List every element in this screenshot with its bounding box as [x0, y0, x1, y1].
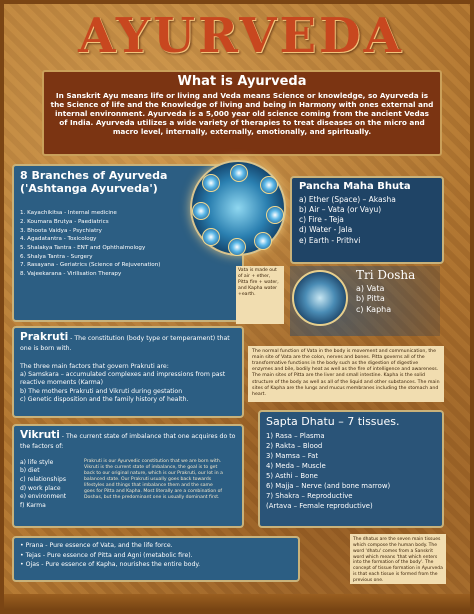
- dosha-item: b) Pitta: [356, 294, 385, 304]
- dhatu-item: 1) Rasa – Plasma: [266, 432, 325, 440]
- pancha-list: [299, 195, 435, 246]
- sapta-dhatu-box: [258, 410, 444, 528]
- prakruti-item: c) Genetic disposition and the family history of health.: [20, 396, 189, 404]
- prakruti-name: Prakruti: [20, 331, 69, 343]
- essence-item: • Ojas - Pure essence of Kapha, nourishes the entire body.: [20, 561, 201, 569]
- vikruti-item: d) work place: [20, 484, 61, 492]
- dosha-item: c) Kapha: [356, 304, 392, 314]
- dhatu-item: 6) Majja – Nerve (and bone marrow): [266, 482, 391, 490]
- prakruti-intro: The three main factors that govern Prakruti are:: [20, 362, 169, 370]
- prakruti-body: [20, 363, 236, 405]
- pancha-item: a) Ether (Space) – Akasha: [299, 195, 396, 204]
- dhatu-item: 7) Shakra – Reproductive: [266, 492, 353, 500]
- dhatu-item: 2) Rakta – Blood: [266, 442, 323, 450]
- prakruti-item: a) Samskara – accumulated complexes and impressions from past reactive moments (Karma): [20, 371, 226, 387]
- vikruti-definition: - The current state of imbalance that one acquires do to the factors of:: [20, 433, 236, 450]
- element-orb-icon: [202, 174, 220, 192]
- dosha-item: a) Vata: [356, 284, 385, 293]
- what-heading: What is Ayurveda: [177, 74, 307, 89]
- branch-item: 6. Shalya Tantra - Surgery: [20, 253, 93, 260]
- sapta-heading: Sapta Dhatu – 7 tissues.: [266, 415, 400, 428]
- pancha-item: e) Earth - Prithvi: [299, 235, 361, 245]
- vikruti-factors-list: [20, 459, 84, 511]
- tridosha-list: [356, 284, 436, 315]
- pancha-item: d) Water - Jala: [299, 225, 353, 235]
- tri-dosha-box: [290, 266, 440, 336]
- prakruti-definition: - The constitution (body type or temperament) that one is born with.: [20, 335, 230, 352]
- element-orb-icon: [260, 176, 278, 194]
- element-orb-icon: [230, 164, 248, 182]
- dhatu-item: 3) Mamsa – Fat: [266, 452, 319, 460]
- prakruti-box: [12, 326, 244, 418]
- element-orb-icon: [192, 202, 210, 220]
- dosha-composition-note: Vata is made out of air + ether, Pitta fire + water, and Kapha water +earth.: [236, 266, 284, 324]
- branch-item: 8. Vajeekarana - Virilisation Therapy: [20, 270, 122, 277]
- dosha-function-note: The normal function of Vata in the body is movement and communication, the main site of Vata are the colon, nerves and bones. Pitta governs all of the transformative functions in the body such as the digestion of digestive enzymes and bile, bodily heat as well as the fire of intelligence and awareness. The main sites of Pitta are the liver and small intestine. Kapha is the solid structure of the body as well as all of the liquid and other substances. The main sites of Kapha are the lungs and mucus membranes including the stomach and heart.: [248, 346, 444, 402]
- vikruti-note: Prakruti is our Ayurvedic constitution that we are born with. Vikruti is the current state of imbalance, the goal is to get back to our original nature, which is our Prakruti, our lot in a balanced state. Our Prakruti usually goes back towards lifestyles and things that imbalance them and the same goes for Pitta and Kapha. Most literally are a combination of Doshas, but the predominant one is usually dominant first.: [84, 458, 223, 500]
- prana-tejas-ojas-box: [12, 536, 300, 582]
- element-orb-icon: [202, 228, 220, 246]
- tridosha-heading: Tri Dosha: [356, 268, 416, 282]
- element-orb-icon: [266, 206, 284, 224]
- what-is-ayurveda-box: [42, 70, 442, 156]
- pancha-maha-bhuta-box: [290, 176, 444, 264]
- dhatu-item: (Artava – Female reproductive): [266, 502, 373, 510]
- dhatu-description-note: The dhatus are the seven main tissues which compose the human body. The word 'dhatu' comes from a Sanskrit word which means 'that which enters into the formation of the body'. The concept of tissue formation in Ayurveda is that each tissue is formed from the previous one.: [350, 534, 446, 584]
- branch-item: 2. Koumara Brutya - Paediatrics: [20, 218, 109, 225]
- sapta-list: [266, 431, 436, 511]
- vikruti-box: [12, 424, 244, 528]
- vikruti-header: [20, 429, 236, 451]
- what-text: In Sanskrit Ayu means life or living and Veda means Science or knowledge, so Ayurveda is the Science of life and the Knowledge of living and being in Harmony with ones external and internal environment. Ayurveda is a 5,000 year old science coming from the ancient Vedas of India. Ayurveda utilizes a wide variety of therapies to treat diseases on the micro and macro level, internally, externally, emotionally, and spiritually.: [50, 91, 434, 137]
- vikruti-name: Vikruti: [20, 429, 60, 441]
- vikruti-item: e) environment: [20, 493, 67, 501]
- prakruti-item: b) The mothers Prakruti and Vikruti during gestation: [20, 387, 183, 395]
- dhatu-item: 5) Asthi – Bone: [266, 472, 318, 480]
- branch-item: 5. Shalakya Tantra - ENT and Ophthalmology: [20, 244, 146, 251]
- branch-item: 1. Kayachikitsa - Internal medicine: [20, 210, 117, 217]
- element-orb-icon: [228, 238, 246, 256]
- tri-dosha-emblem-icon: [292, 270, 348, 326]
- essence-item: • Tejas - Pure essence of Pitta and Agni (metabolic fire).: [20, 551, 193, 559]
- ashtanga-wheel-illustration: [190, 160, 286, 256]
- vikruti-item: a) life style: [20, 458, 54, 466]
- element-orb-icon: [254, 232, 272, 250]
- vikruti-item: c) relationships: [20, 476, 66, 484]
- branch-item: 3. Bhoota Vaidya - Psychiatry: [20, 227, 102, 234]
- branches-heading: 8 Branches of Ayurveda ('Ashtanga Ayurveda'): [20, 169, 168, 195]
- prakruti-header: [20, 331, 236, 353]
- vikruti-item: f) Karma: [20, 502, 46, 510]
- dhatu-item: 4) Meda – Muscle: [266, 462, 326, 470]
- pancha-item: b) Air – Vata (or Vayu): [299, 205, 382, 215]
- footer-band: [4, 594, 474, 614]
- pancha-heading: Pancha Maha Bhuta: [299, 181, 411, 192]
- essence-list: [20, 541, 292, 570]
- essence-item: • Prana - Pure essence of Vata, and the life force.: [20, 542, 173, 549]
- pancha-item: c) Fire - Teja: [299, 215, 344, 225]
- vikruti-item: b) diet: [20, 467, 40, 475]
- branch-item: 4. Agadatantra - Toxicology: [20, 236, 97, 243]
- page-title: AYURVEDA: [78, 8, 404, 64]
- branch-item: 7. Rasayana - Geriatrics (Science of Rejuvenation): [20, 262, 161, 269]
